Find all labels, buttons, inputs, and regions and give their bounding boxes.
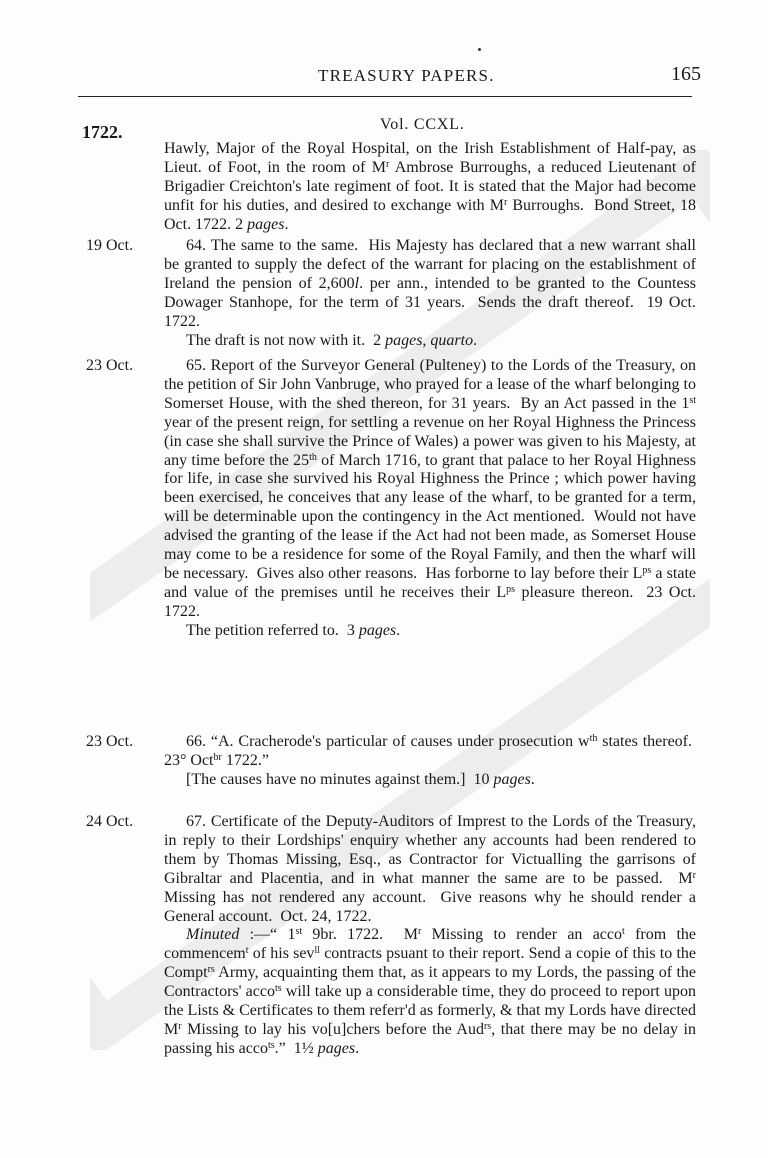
entry-65 [80,357,696,641]
entry-paragraph: 66. “A. Cracherode's particular of causes under prosecution $w^{th}$ states thereof. 23° Oct$^{br}$ 1722.” [164,733,696,769]
entry-64 [80,237,696,350]
entry-paragraph: 65. Report of the Surveyor General (Pulteney) to the Lords of the Treasury, on the petition of Sir John Vanbruge, who prayed for a lease of the wharf belonging to Somerset House, with the shed thereon, for 31 years. By an Act passed in the 1st year of the present reign, for settling a revenue on her Royal Highness the Princess (in case she shall survive the Prince of Wales) a power was given to his Majesty, at any time before the 25th of March 1716, to grant that palace to her Royal Highness for life, in case she survived his Royal Highness the Prince ; which power having been exercised, he conceives that any lease of the wharf, to be granted for a term, will be determinable upon the contingency in the Act mentioned. Would not have advised the granting of the lease if the Act had not been made, as Somerset House may come to be a residence for some of the Royal Family, and then the wharf will be necessary. Gives also other reasons. Has forborne to lay before their $L^{ps}$ a state and value of the premises until he receives their $L^{ps}$ pleasure thereon. 23 Oct. 1722. [164,357,697,620]
running-title: TREASURY PAPERS. [318,66,495,85]
entry-text [164,813,696,1059]
page-number: 165 [671,63,701,85]
header-rule [78,96,692,97]
entry-66 [80,733,696,790]
entry-minute: Minuted :—“ 1st 9br. 1722. $M^r$ Missing to render an acco$^t$ from the commencem$^t$ of his sev$^{ll}$ contracts psuant to their report. Send a copie of this to the Compt$^{rs}$ Army, acquainting them that, as it appears to my Lords, the passing of the Contractors' acco$^{ts}$ will take up a considerable time, they do proceed to report upon the Lists & Certificates to them referr'd as formerly, & that my Lords have directed $M^r$ Missing to lay his vo[u]chers before the Aud$^{rs}$, that there may be no delay in passing his acco$^{ts}$.” 1½ pages. [164,926,697,1057]
entry-note: The petition referred to. 3 pages. [186,621,401,639]
volume-heading: Vol. CCXL. [380,116,465,133]
entry-note: [The causes have no minutes against them.] 10 pages. [186,770,535,788]
entry-date: 23 Oct. [86,733,134,750]
entry-note: The draft is not now with it. 2 pages, quarto. [186,331,478,349]
entry-text [164,357,696,641]
entry-text [164,733,696,790]
page-header [0,63,768,94]
entry-date: 19 Oct. [86,237,134,254]
entry-paragraph: Hawly, Major of the Royal Hospital, on the Irish Establishment of Half-pay, as Lieut. of Foot, in the room of $M^r$ Ambrose Burroughs, a reduced Lieutenant of Brigadier Creichton's late regiment of foot. It is stated that the Major had become unfit for his duties, and desired to exchange with $M^r$ Burroughs. Bond Street, 18 Oct. 1722. 2 pages. [164,140,697,233]
entry-date: 23 Oct. [86,357,134,374]
entry-date: 24 Oct. [86,813,134,830]
entry-text [164,237,696,350]
entry-continuation [80,140,696,235]
entry-text [164,140,696,235]
year-marginal: 1722. [82,122,123,142]
entry-paragraph: 64. The same to the same. His Majesty has declared that a new warrant shall be granted to supply the defect of the warrant for placing on the establishment of Ireland the pension of 2,600l. per ann., intended to be granted to the Countess Dowager Stanhope, for the term of 31 years. Sends the draft thereof. 19 Oct. 1722. [164,237,697,330]
entry-paragraph: 67. Certificate of the Deputy-Auditors of Imprest to the Lords of the Treasury, in reply to their Lordships' enquiry whether any accounts had been rendered to them by Thomas Missing, Esq., as Contractor for Victualling the garrisons of Gibraltar and Placentia, and in what manner the same are to be passed. $M^r$ Missing has not rendered any account. Give reasons why he should render a General account. Oct. 24, 1722. [164,813,696,925]
entry-67 [80,813,696,1059]
ink-dot [478,48,481,51]
